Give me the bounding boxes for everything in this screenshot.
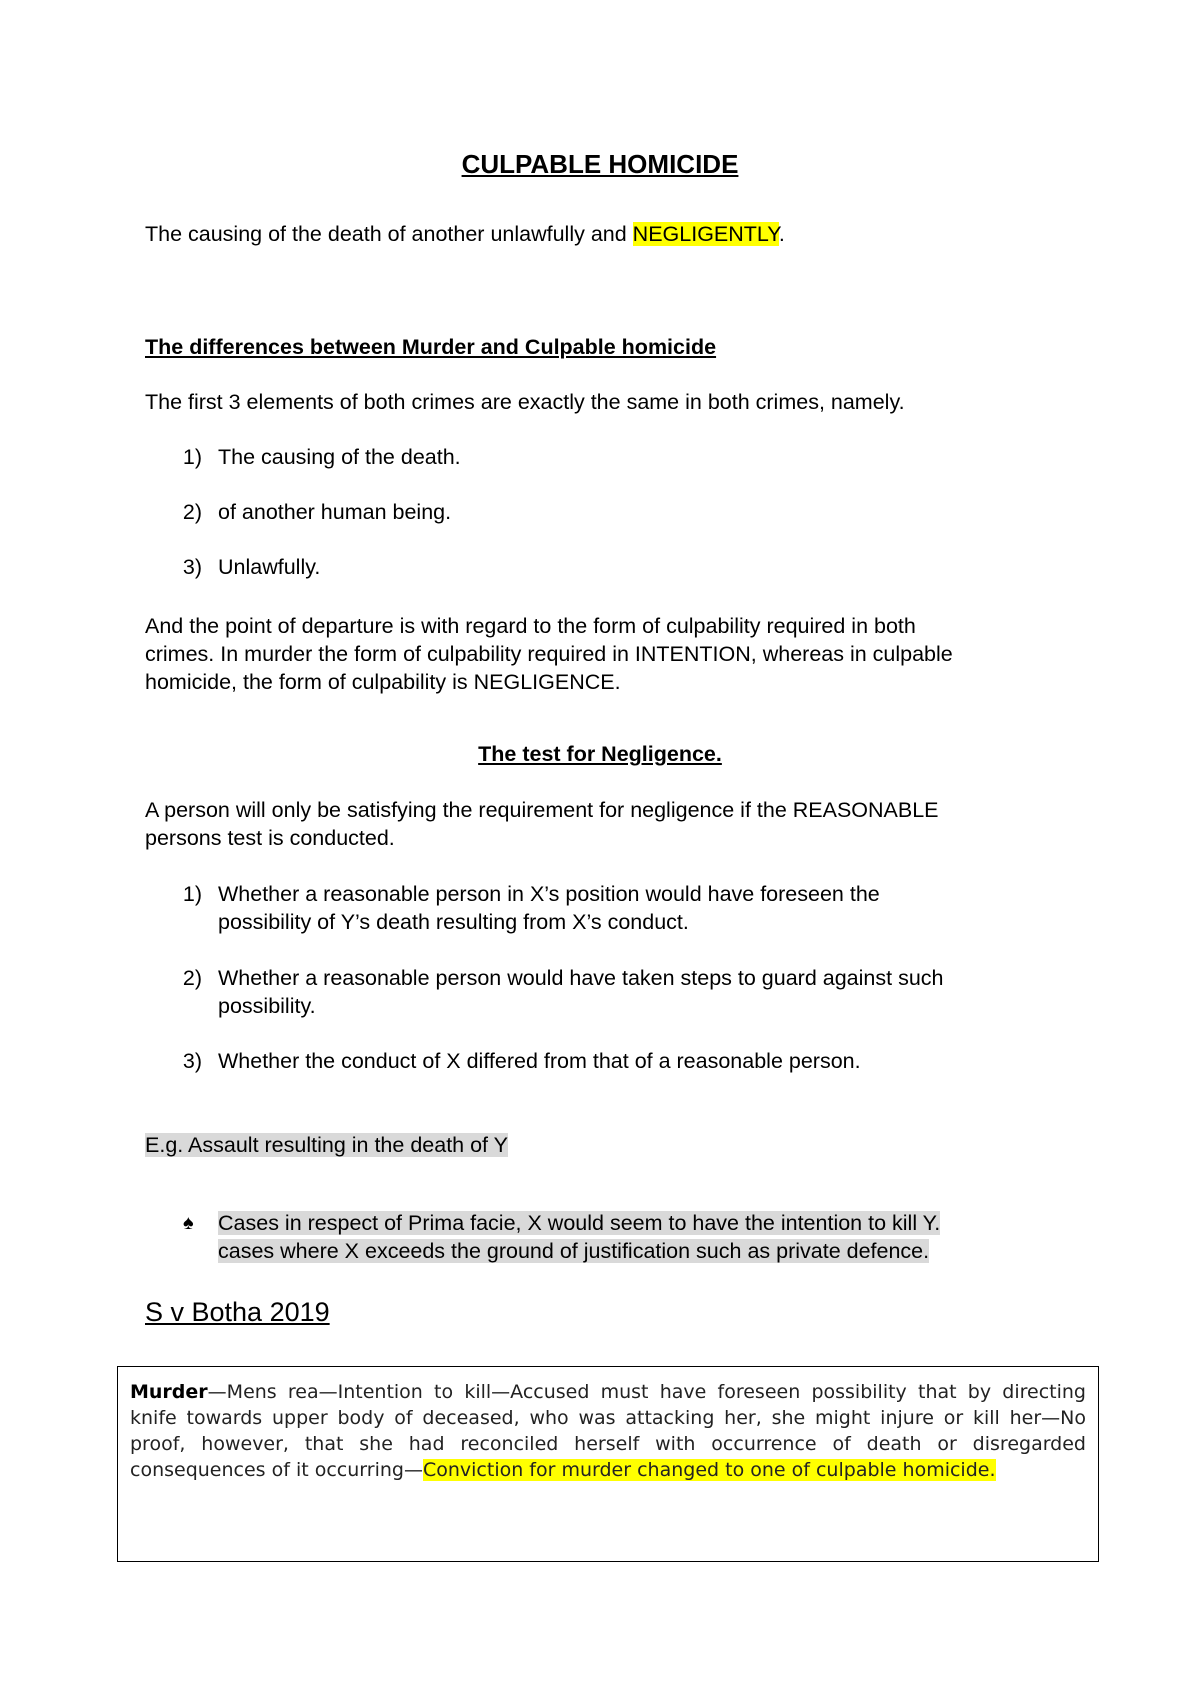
list-item: of another human being.	[218, 500, 452, 524]
negligence-intro-line: A person will only be satisfying the requirement for negligence if the REASONABLE	[145, 798, 939, 822]
page-title: CULPABLE HOMICIDE	[461, 149, 739, 179]
list-number: 1)	[182, 882, 202, 906]
list-number: 2)	[182, 966, 202, 990]
list-item: Whether the conduct of X differed from that of a reasonable person.	[218, 1049, 861, 1073]
departure-line: And the point of departure is with regard to the form of culpability required in both	[145, 614, 916, 638]
case-summary-highlight: Conviction for murder changed to one of culpable homicide.	[422, 1459, 996, 1481]
bullet-text-continued: cases where X exceeds the ground of justification such as private defence.	[218, 1239, 930, 1263]
negligence-intro-line: persons test is conducted.	[145, 826, 395, 850]
differences-heading: The differences between Murder and Culpable homicide	[145, 335, 717, 359]
bullet-line	[218, 1209, 940, 1237]
list-item-continued: possibility of Y’s death resulting from X’s conduct.	[218, 910, 689, 934]
list-item: Whether a reasonable person would have taken steps to guard against such	[218, 966, 944, 990]
departure-line: crimes. In murder the form of culpability required in INTENTION, whereas in culpable	[145, 642, 953, 666]
example-line	[145, 1131, 508, 1159]
list-item: Whether a reasonable person in X’s position would have foreseen the	[218, 882, 880, 906]
departure-line: homicide, the form of culpability is NEGLIGENCE.	[145, 670, 621, 694]
definition-end: .	[778, 222, 785, 246]
definition-highlight: NEGLIGENTLY	[632, 222, 779, 246]
case-name: S v Botha 2019	[145, 1297, 330, 1327]
list-number: 3)	[182, 1049, 202, 1073]
list-number: 1)	[182, 445, 202, 469]
bullet-text: Cases in respect of Prima facie, X would seem to have the intention to kill Y.	[218, 1211, 941, 1235]
list-number: 3)	[182, 555, 202, 579]
case-summary-bold: Murder	[130, 1381, 208, 1403]
example-text: E.g. Assault resulting in the death of Y	[145, 1133, 508, 1157]
case-summary-box	[117, 1366, 1099, 1562]
definition-text: The causing of the death of another unlawfully and	[145, 222, 633, 246]
case-summary-text	[130, 1379, 1086, 1483]
spade-bullet-icon: ♠	[183, 1212, 194, 1234]
definition-paragraph	[145, 220, 785, 248]
case-summary-body: —Mens rea—Intention to kill—Accused must have foreseen possibility that by directing knife towards upper body of deceased, who was attacking her, she might injure or kill her—No proof, however, that she had reconciled herself with occurrence of death or disregarded consequences of it occurring—	[130, 1381, 1086, 1481]
differences-intro: The first 3 elements of both crimes are exactly the same in both crimes, namely.	[145, 390, 905, 414]
bullet-line-continued	[218, 1237, 929, 1265]
list-number: 2)	[182, 500, 202, 524]
list-item: The causing of the death.	[218, 445, 461, 469]
negligence-heading: The test for Negligence.	[478, 742, 722, 766]
list-item-continued: possibility.	[218, 994, 316, 1018]
list-item: Unlawfully.	[218, 555, 321, 579]
